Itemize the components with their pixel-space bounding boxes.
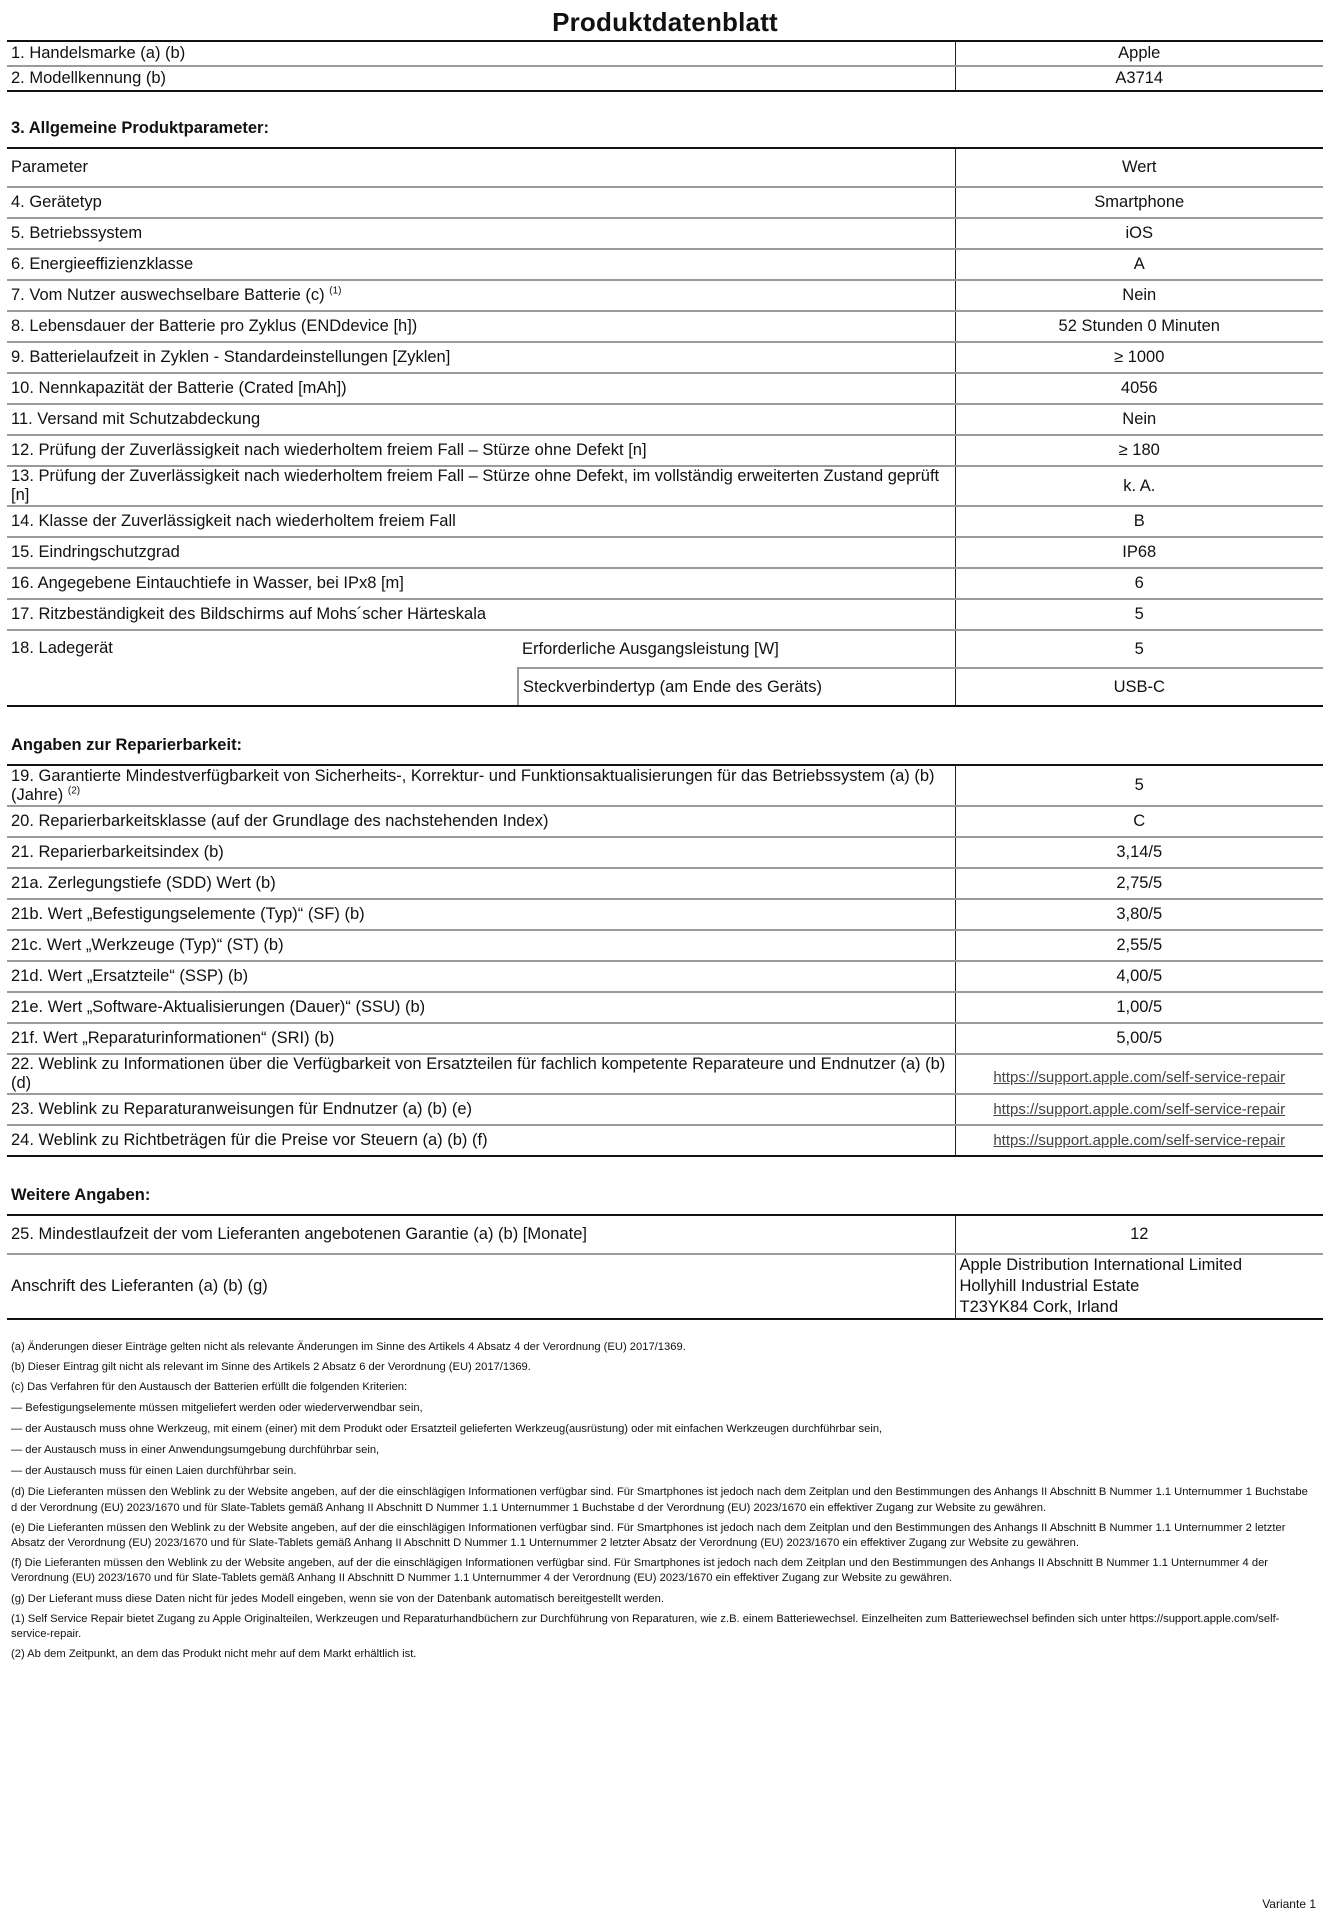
address-line: T23YK84 Cork, Irland (959, 1298, 1119, 1316)
footnote: (f) Die Lieferanten müssen den Weblink zu der Website angeben, auf der die einschlägigen Informationen verfügbar sind. Für Smartphones ist jedoch nach dem Zeitplan und den Bestimmungen des Anhangs II Abschnitt B Nummer 1.1 Unternummer 4 der Verordnung (EU) 2023/1670 und für Slate-Tablets gemäß Anhang II Abschnitt D Nummer 1.1 Unternummer 4 der Verordnung (EU) 2023/1670 ein effektiver Zugang zur Website zu gewähren. (11, 1557, 1269, 1585)
footnote-marker: (2) (67, 785, 81, 796)
row-label (7, 930, 955, 961)
table-row (7, 899, 1323, 930)
table-row (7, 568, 1323, 599)
address-line: Hollyhill Industrial Estate (959, 1277, 1140, 1295)
row-label: 24. Weblink zu Richtbeträgen für die Preise vor Steuern (a) (b) (f) (7, 1125, 955, 1156)
row-label (7, 373, 955, 404)
row-value: Nein (955, 280, 1323, 311)
table-row (7, 342, 1323, 373)
row-label: 23. Weblink zu Reparaturanweisungen für Endnutzer (a) (b) (e) (7, 1094, 955, 1125)
row-label-text: 21a. Zerlegungstiefe (SDD) Wert (b) (11, 874, 276, 892)
charger-sub-label: Erforderliche Ausgangsleistung [W] (518, 630, 955, 668)
row-label (7, 537, 955, 568)
row-label-text: 21. Reparierbarkeitsindex (b) (11, 843, 224, 861)
table-row (7, 404, 1323, 435)
table-row (7, 806, 1323, 837)
footnote: — der Austausch muss in einer Anwendungsumgebung durchführbar sein, (11, 1444, 380, 1457)
footnote: (g) Der Lieferant muss diese Daten nicht für jedes Modell eingeben, wenn sie von der Datenbank automatisch bereitgestellt werden. (11, 1592, 664, 1605)
row-value: B (955, 506, 1323, 537)
row-value: 6 (955, 568, 1323, 599)
section-heading-further: Weitere Angaben: (7, 1157, 1323, 1216)
row-value: k. A. (955, 466, 1323, 506)
row-value: 52 Stunden 0 Minuten (955, 311, 1323, 342)
header-parameter: Parameter (7, 149, 955, 187)
row-label-text: 21d. Wert „Ersatzteile“ (SSP) (b) (11, 967, 249, 985)
table-row (7, 1254, 1323, 1319)
section-heading-general: 3. Allgemeine Produktparameter: (7, 92, 1323, 149)
row-value: 4,00/5 (955, 961, 1323, 992)
row-value: A3714 (955, 66, 1323, 91)
footnote: (a) Änderungen dieser Einträge gelten nicht als relevante Änderungen im Sinne des Artikels 4 Absatz 4 der Verordnung (EU) 2017/1369. (11, 1341, 686, 1353)
datasheet-page (7, 0, 1323, 1667)
row-label (7, 187, 955, 218)
charger-sub-value: USB-C (955, 668, 1323, 706)
row-value: C (955, 806, 1323, 837)
general-parameters-table (7, 149, 1323, 707)
page-title: Produktdatenblatt (552, 7, 778, 37)
row-value: Apple (955, 41, 1323, 66)
charger-sub-value: 5 (955, 630, 1323, 668)
row-value (955, 1125, 1323, 1156)
row-label (7, 342, 955, 373)
table-row (7, 506, 1323, 537)
charger-label: 18. Ladegerät (7, 630, 518, 706)
footnote: — der Austausch muss ohne Werkzeug, mit einem (einer) mit dem Produkt oder Ersatzteil gelieferten Werkzeug(ausrüstung) oder mit einfachen Werkzeugen durchführbar sein, (11, 1422, 883, 1435)
table-row (7, 249, 1323, 280)
row-label-text: 16. Angegebene Eintauchtiefe in Wasser, bei IPx8 [m] (11, 574, 404, 592)
row-label-text: 20. Reparierbarkeitsklasse (auf der Grundlage des nachstehenden Index) (11, 812, 549, 830)
row-label-text: 19. Garantierte Mindestverfügbarkeit von Sicherheits-, Korrektur- und Funktionsaktualisierungen für das Betriebssystem (a) (b) (Jahre) (11, 766, 935, 804)
row-label-text: 11. Versand mit Schutzabdeckung (11, 410, 261, 428)
row-value (955, 1054, 1323, 1094)
row-label-text: 13. Prüfung der Zuverlässigkeit nach wiederholtem freiem Fall – Stürze ohne Defekt, im vollständig erweiterten Zustand geprüft [n] (11, 467, 940, 504)
row-label (7, 404, 955, 435)
row-label (7, 249, 955, 280)
row-value: iOS (955, 218, 1323, 249)
row-label-text: 14. Klasse der Zuverlässigkeit nach wiederholtem freiem Fall (11, 512, 456, 530)
table-row (7, 961, 1323, 992)
row-label (7, 899, 955, 930)
row-label-text: 21b. Wert „Befestigungselemente (Typ)“ (SF) (b) (11, 905, 365, 923)
row-value: Smartphone (955, 187, 1323, 218)
table-row (7, 41, 1323, 66)
row-label: 2. Modellkennung (b) (7, 66, 955, 91)
row-label (7, 766, 955, 806)
row-label: Anschrift des Lieferanten (a) (b) (g) (7, 1254, 955, 1319)
table-row (7, 537, 1323, 568)
row-label: 25. Mindestlaufzeit der vom Lieferanten angebotenen Garantie (a) (b) [Monate] (7, 1216, 955, 1254)
table-row (7, 280, 1323, 311)
row-value: IP68 (955, 537, 1323, 568)
self-service-repair-link[interactable]: https://support.apple.com/self-service-repair (993, 1068, 1286, 1086)
row-value: 1,00/5 (955, 992, 1323, 1023)
table-row (7, 187, 1323, 218)
row-value: 3,14/5 (955, 837, 1323, 868)
charger-row (7, 630, 1323, 668)
table-row (7, 373, 1323, 404)
row-value: 4056 (955, 373, 1323, 404)
identity-table (7, 40, 1323, 92)
table-row (7, 218, 1323, 249)
footnote: (e) Die Lieferanten müssen den Weblink zu der Website angeben, auf der die einschlägigen Informationen verfügbar sind. Für Smartphones ist jedoch nach dem Zeitplan und den Bestimmungen des Anhangs II Abschnitt B Nummer 1.1 Unternummer 2 letzter Absatz der Verordnung (EU) 2023/1670 und für Slate-Tablets gemäß Anhang II Abschnitt D Nummer 1.1 Unternummer 2 letzter Absatz der Verordnung (EU) 2023/1670 ein effektiver Zugang zur Website zu gewähren. (11, 1521, 1286, 1550)
table-header-row (7, 149, 1323, 187)
self-service-repair-link[interactable]: https://support.apple.com/self-service-repair (993, 1101, 1286, 1118)
row-label (7, 1023, 955, 1054)
row-value (955, 1094, 1323, 1125)
footnote: — der Austausch muss für einen Laien durchführbar sein. (11, 1465, 297, 1478)
row-label-text: 17. Ritzbeständigkeit des Bildschirms auf Mohs´scher Härteskala (11, 605, 487, 623)
row-label-text: 7. Vom Nutzer auswechselbare Batterie (c) (11, 286, 325, 304)
table-row (7, 1054, 1323, 1094)
row-value: ≥ 180 (955, 435, 1323, 466)
row-label-text: 12. Prüfung der Zuverlässigkeit nach wiederholtem freiem Fall – Stürze ohne Defekt [n] (11, 441, 647, 459)
row-label-text: 21f. Wert „Reparaturinformationen“ (SRI) (b) (11, 1029, 335, 1047)
table-row (7, 766, 1323, 806)
row-label (7, 992, 955, 1023)
row-value: 5,00/5 (955, 1023, 1323, 1054)
row-label-text: 15. Eindringschutzgrad (11, 543, 180, 561)
footnote: (2) Ab dem Zeitpunkt, an dem das Produkt nicht mehr auf dem Markt erhältlich ist. (11, 1648, 417, 1661)
footnote: (1) Self Service Repair bietet Zugang zu Apple Originalteilen, Werkzeugen und Reparaturhandbüchern zur Durchführung von Reparaturen, wie z.B. einem Batteriewechsel. Einzelheiten zum Batteriewechsel befinden sich unter https://support.apple.com/self-service-repair. (11, 1612, 1280, 1641)
footnote-marker: (1) (329, 285, 342, 297)
row-label: 22. Weblink zu Informationen über die Verfügbarkeit von Ersatzteilen für fachlich kompetente Reparateure und Endnutzer (a) (b) (d) (7, 1054, 955, 1094)
row-label (7, 961, 955, 992)
table-row (7, 1023, 1323, 1054)
row-value: Nein (955, 404, 1323, 435)
footnote: (b) Dieser Eintrag gilt nicht als relevant im Sinne des Artikels 2 Absatz 6 der Verordnung (EU) 2017/1369. (11, 1361, 531, 1374)
table-row (7, 1094, 1323, 1125)
row-label (7, 506, 955, 537)
table-row (7, 930, 1323, 961)
row-label (7, 218, 955, 249)
row-label (7, 435, 955, 466)
row-label (7, 568, 955, 599)
footnote: (d) Die Lieferanten müssen den Weblink zu der Website angeben, auf der die einschlägigen Informationen verfügbar sind. Für Smartphones ist jedoch nach dem Zeitplan und den Bestimmungen des Anhangs II Abschnitt B Nummer 1.1 Unternummer 1 Buchstabe d der Verordnung (EU) 2023/1670 und für Slate-Tablets gemäß Anhang II Abschnitt D Nummer 1.1 Unternummer 1 Buchstabe d der Verordnung (EU) 2023/1670 ein effektiver Zugang zur Website zu gewähren. (11, 1486, 1308, 1514)
row-value: ≥ 1000 (955, 342, 1323, 373)
row-value: 12 (955, 1216, 1323, 1254)
row-label (7, 599, 955, 630)
table-row (7, 1125, 1323, 1156)
table-row (7, 868, 1323, 899)
row-label-text: 5. Betriebssystem (11, 224, 143, 242)
table-row (7, 599, 1323, 630)
row-label-text: 21c. Wert „Werkzeuge (Typ)“ (ST) (b) (11, 936, 284, 954)
variant-label: Variante 1 (1262, 1897, 1316, 1911)
row-label (7, 868, 955, 899)
address-line: Apple Distribution International Limited (959, 1256, 1242, 1274)
row-label-text: 9. Batterielaufzeit in Zyklen - Standardeinstellungen [Zyklen] (11, 348, 451, 366)
table-row (7, 66, 1323, 91)
header-value: Wert (955, 149, 1323, 187)
table-row (7, 837, 1323, 868)
row-value: A (955, 249, 1323, 280)
charger-sub-label: Steckverbindertyp (am Ende des Geräts) (518, 668, 955, 706)
table-row (7, 311, 1323, 342)
row-label (7, 311, 955, 342)
footnote: — Befestigungselemente müssen mitgeliefert werden oder wiederverwendbar sein, (11, 1401, 423, 1414)
row-label (7, 280, 955, 311)
row-value: 2,55/5 (955, 930, 1323, 961)
supplier-address (955, 1254, 1323, 1319)
repairability-table (7, 766, 1323, 1157)
row-label-text: 10. Nennkapazität der Batterie (Crated [mAh]) (11, 379, 347, 397)
row-label: 1. Handelsmarke (a) (b) (7, 41, 955, 66)
row-value: 2,75/5 (955, 868, 1323, 899)
section-heading-repair: Angaben zur Reparierbarkeit: (7, 707, 1323, 766)
row-label-text: 8. Lebensdauer der Batterie pro Zyklus (ENDdevice [h]) (11, 317, 418, 335)
row-label (7, 806, 955, 837)
row-label-text: 6. Energieeffizienzklasse (11, 255, 194, 273)
row-value: 5 (955, 766, 1323, 806)
footnotes (7, 1340, 1323, 1662)
table-row (7, 435, 1323, 466)
row-value: 5 (955, 599, 1323, 630)
footnote: (c) Das Verfahren für den Austausch der Batterien erfüllt die folgenden Kriterien: (11, 1381, 408, 1394)
table-row (7, 992, 1323, 1023)
table-row (7, 466, 1323, 506)
row-label-text: 21e. Wert „Software-Aktualisierungen (Dauer)“ (SSU) (b) (11, 998, 426, 1016)
table-row (7, 1216, 1323, 1254)
self-service-repair-link[interactable]: https://support.apple.com/self-service-repair (993, 1132, 1286, 1149)
further-table (7, 1216, 1323, 1320)
row-label (7, 466, 955, 506)
row-label-text: 4. Gerätetyp (11, 193, 102, 211)
row-value: 3,80/5 (955, 899, 1323, 930)
row-label (7, 837, 955, 868)
